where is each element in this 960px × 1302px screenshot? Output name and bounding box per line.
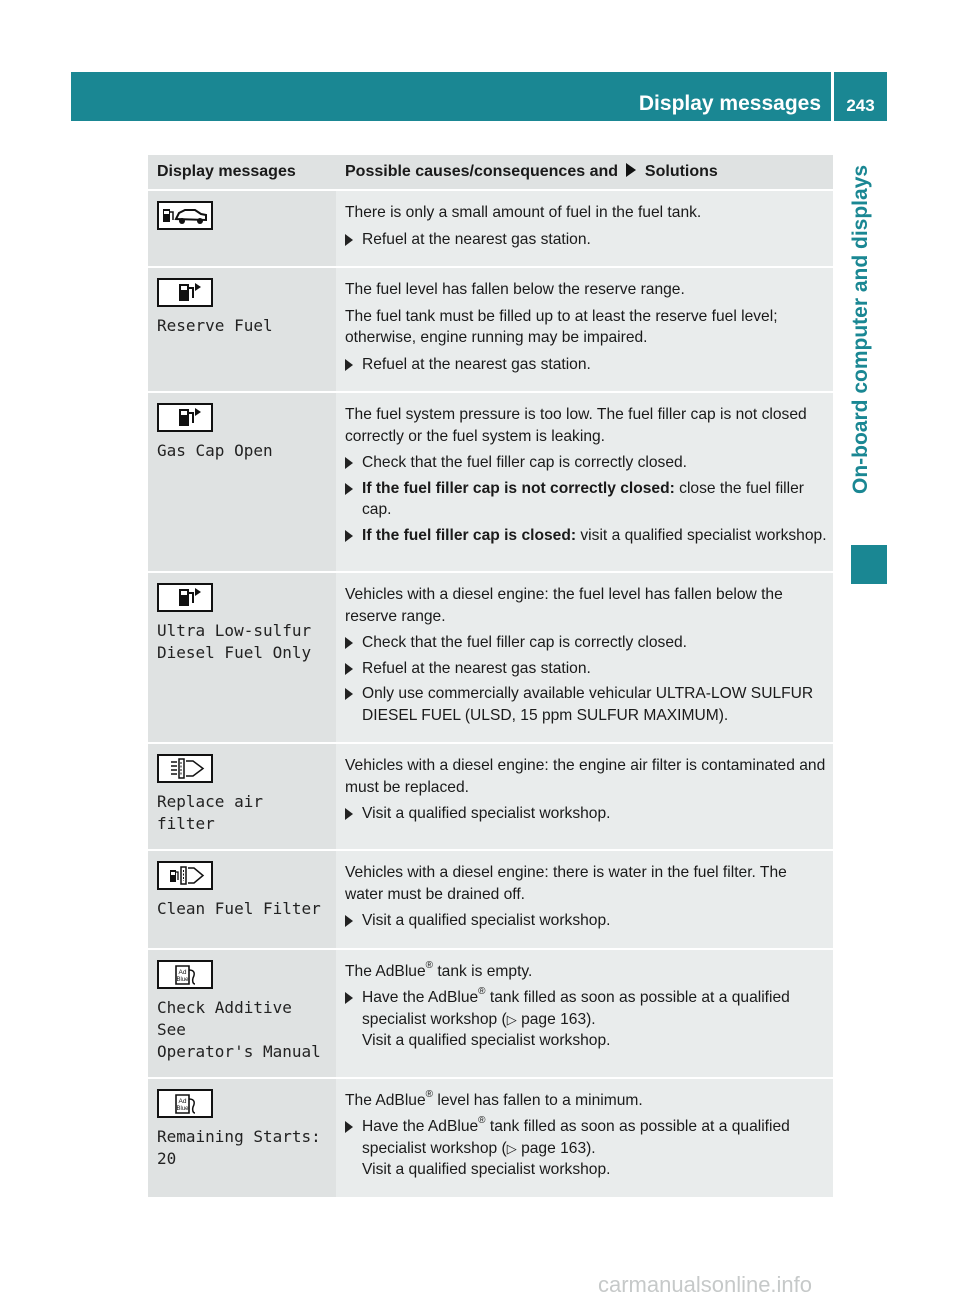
svg-text:Ad: Ad [178,1097,187,1105]
solution-step: Have the AdBlue® tank filled as soon as possible at a qualified specialist workshop (▷ page 163). Visit a qualified specialist workshop. [345,1116,827,1181]
air-filter-icon [157,754,213,783]
solution-step: Check that the fuel filler cap is correctly closed. [345,452,827,474]
display-message-text: Check Additive See Operator's Manual [157,997,321,1061]
adblue-icon [157,1089,213,1118]
row-description: The AdBlue® tank is empty. [345,959,533,980]
display-messages-table [148,155,833,1197]
page-number: 243 [834,72,887,121]
solution-step: If the fuel filler cap is not correctly closed: close the fuel filler cap. [345,478,827,521]
table-row [148,572,833,743]
table-row [148,392,833,572]
row-description: There is only a small amount of fuel in the fuel tank. [345,204,702,221]
svg-text:Blue: Blue [176,976,189,983]
display-message-text: Clean Fuel Filter [157,899,321,918]
solution-step: Have the AdBlue® tank filled as soon as possible at a qualified specialist workshop (▷ page 163). Visit a qualified specialist workshop. [345,987,827,1052]
page-reference[interactable]: page 163). [521,1139,596,1157]
table-row [148,267,833,392]
section-title: On-board computer and displays [849,165,872,495]
solution-step: Only use commercially available vehicular ULTRA-LOW SULFUR DIESEL FUEL (ULSD, 15 ppm SULFUR MAXIMUM). [345,683,827,726]
section-marker [851,545,887,584]
solution-step: Refuel at the nearest gas station. [345,658,827,680]
solution-step: If the fuel filler cap is closed: visit a qualified specialist workshop. [345,525,827,547]
svg-text:Ad: Ad [178,968,187,976]
table-row [148,190,833,267]
page-title: Display messages [638,92,821,115]
solution-step: Refuel at the nearest gas station. [345,229,827,251]
row-description: Vehicles with a diesel engine: the fuel level has fallen below the reserve range. [345,586,783,625]
display-message-text: Reserve Fuel [157,316,273,335]
svg-text:Blue: Blue [176,1105,189,1112]
table-row [148,743,833,850]
table-row [148,850,833,949]
column-header-solutions: Possible causes/consequences and Solutions [336,155,833,190]
column-header-messages: Display messages [148,155,336,190]
row-description: The fuel tank must be filled up to at least the reserve fuel level; otherwise, engine running may be impaired. [345,307,778,346]
fuel-filter-icon [157,861,213,890]
watermark: carmanualsonline.info [598,1272,813,1297]
page-reference-arrow: ▷ [506,1011,517,1027]
solution-step: Visit a qualified specialist workshop. [345,803,827,825]
low-fuel-car-icon [157,201,213,230]
display-message-text: Gas Cap Open [157,441,273,460]
solution-step: Check that the fuel filler cap is correctly closed. [345,632,827,654]
row-description: Vehicles with a diesel engine: there is water in the fuel filter. The water must be drained off. [345,864,787,903]
row-description: The fuel level has fallen below the reserve range. [345,281,685,298]
fuel-pump-icon [157,278,213,307]
row-description: The AdBlue® level has fallen to a minimum. [345,1088,643,1109]
fuel-pump-icon [157,403,213,432]
solution-step: Visit a qualified specialist workshop. [345,910,827,932]
row-description: Vehicles with a diesel engine: the engine air filter is contaminated and must be replaced. [345,757,826,796]
fuel-pump-icon [157,583,213,612]
table-row [148,949,833,1078]
solutions-arrow-icon [625,163,637,177]
table-row [148,1078,833,1197]
row-description: The fuel system pressure is too low. The fuel filler cap is not closed correctly or the fuel system is leaking. [345,406,807,445]
display-message-text: Ultra Low-sulfur Diesel Fuel Only [157,621,312,662]
page-reference[interactable]: page 163). [521,1010,596,1028]
display-message-text: Replace air filter [157,792,263,833]
page-reference-arrow: ▷ [506,1140,517,1156]
solution-step: Refuel at the nearest gas station. [345,354,827,376]
display-message-text: Remaining Starts: 20 [157,1126,321,1168]
adblue-icon [157,960,213,989]
